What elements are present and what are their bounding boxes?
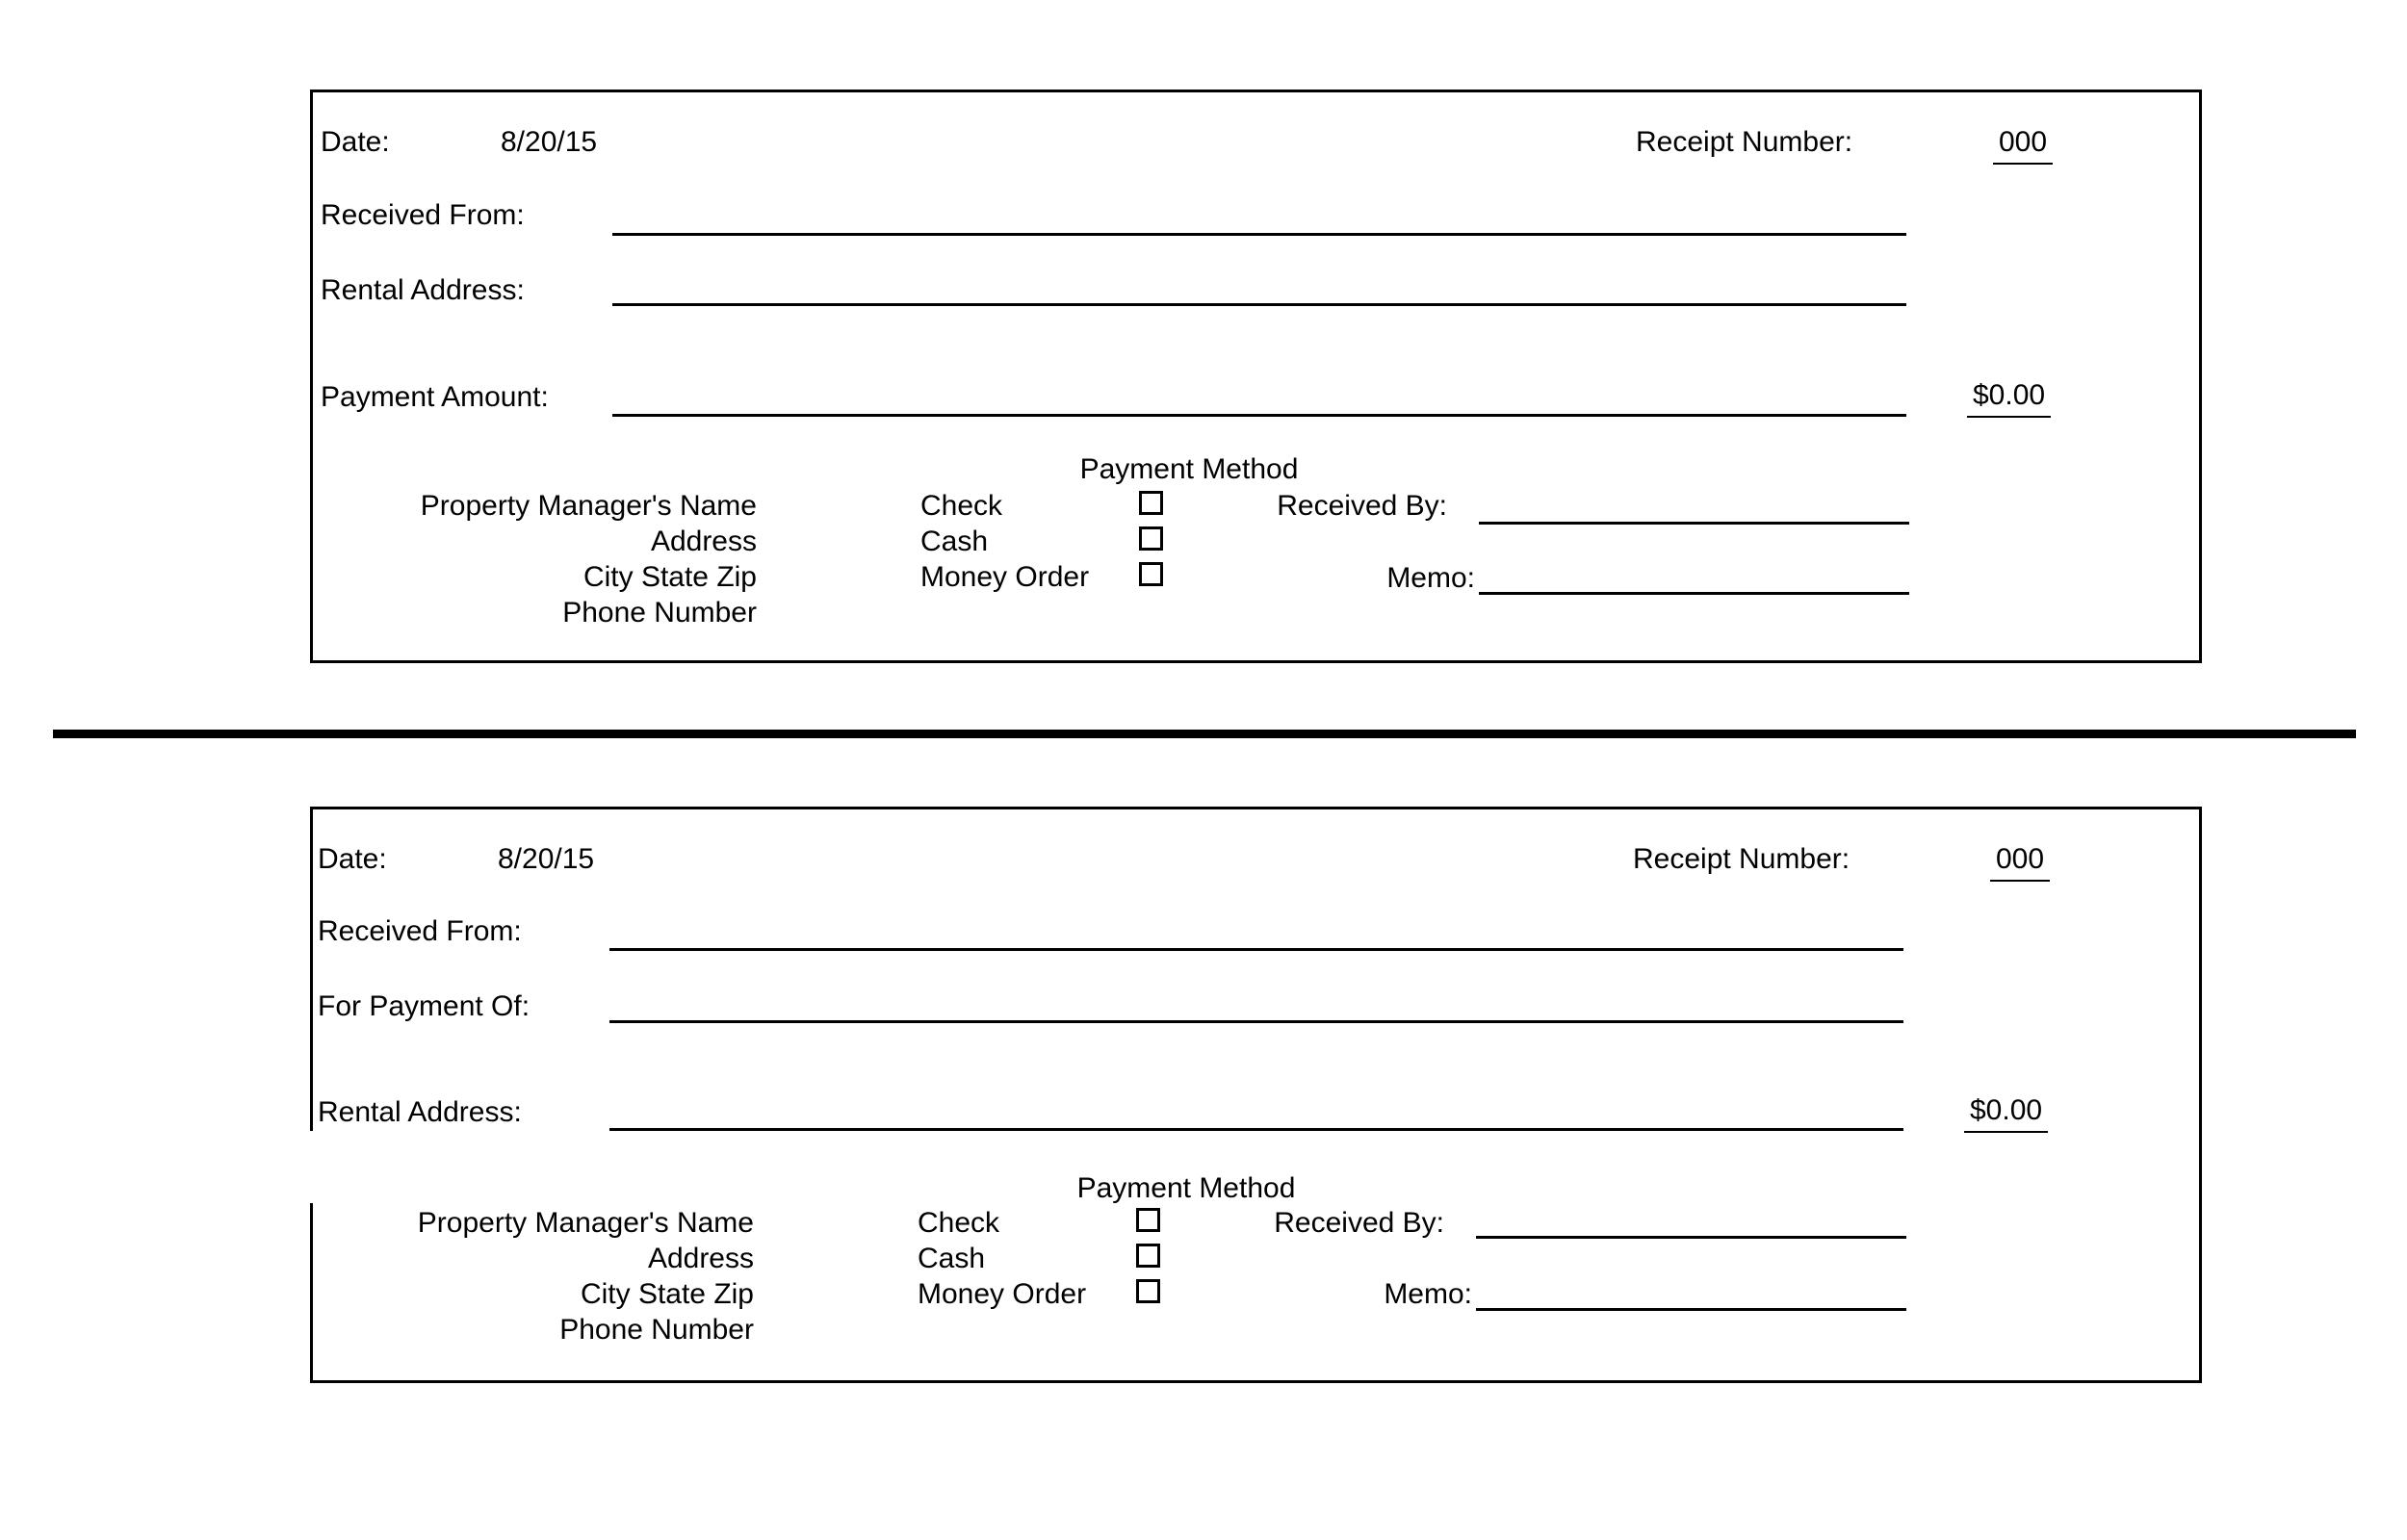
received-from-label: Received From: [321, 199, 525, 231]
receipt-number-label: Receipt Number: [1636, 126, 1853, 158]
cash-checkbox[interactable] [1136, 1244, 1160, 1268]
received-by-label: Received By: [1274, 1207, 1444, 1239]
money-order-checkbox[interactable] [1139, 562, 1163, 586]
receipt-number-label: Receipt Number: [1633, 843, 1851, 875]
memo-field[interactable] [1476, 1308, 1906, 1311]
method-cash-label: Cash [918, 1243, 986, 1274]
manager-phone-line: Phone Number [562, 597, 757, 629]
received-by-label: Received By: [1277, 490, 1447, 522]
method-money-order-label: Money Order [920, 561, 1090, 593]
manager-address-line: Address [650, 526, 757, 557]
memo-field[interactable] [1479, 592, 1909, 595]
date-label: Date: [321, 126, 390, 158]
payment-amount-field[interactable] [612, 414, 1906, 417]
receipt-top [310, 90, 2202, 663]
rental-address-label: Rental Address: [318, 1096, 522, 1128]
for-payment-of-label: For Payment Of: [318, 990, 531, 1022]
received-from-label: Received From: [318, 915, 522, 947]
memo-label: Memo: [1384, 1278, 1472, 1310]
received-from-field[interactable] [612, 233, 1906, 236]
method-check-label: Check [918, 1207, 1000, 1239]
receipt-bottom-content [310, 807, 2202, 1383]
check-checkbox[interactable] [1136, 1208, 1160, 1232]
payment-method-title: Payment Method [1079, 453, 1299, 485]
method-cash-label: Cash [920, 526, 989, 557]
money-order-checkbox[interactable] [1136, 1279, 1160, 1303]
check-checkbox[interactable] [1139, 491, 1163, 515]
cut-divider-line [53, 730, 2356, 738]
payment-amount-value: $0.00 [1964, 1093, 2048, 1133]
receipt-number-value: 000 [1990, 842, 2050, 882]
payment-method-title: Payment Method [1076, 1172, 1296, 1204]
manager-name-line: Property Manager's Name [420, 490, 757, 522]
rental-address-field[interactable] [609, 1128, 1903, 1131]
date-label: Date: [318, 843, 387, 875]
manager-name-line: Property Manager's Name [417, 1207, 754, 1239]
manager-citystatezip-line: City State Zip [580, 1278, 754, 1310]
memo-label: Memo: [1386, 562, 1475, 594]
date-value: 8/20/15 [498, 843, 595, 875]
manager-citystatezip-line: City State Zip [582, 561, 757, 593]
received-from-field[interactable] [609, 948, 1903, 951]
cash-checkbox[interactable] [1139, 526, 1163, 551]
manager-address-line: Address [647, 1243, 754, 1274]
rental-address-field[interactable] [612, 303, 1906, 306]
method-money-order-label: Money Order [918, 1278, 1087, 1310]
for-payment-of-field[interactable] [609, 1020, 1903, 1023]
receipt-number-value: 000 [1993, 125, 2053, 165]
date-value: 8/20/15 [501, 126, 598, 158]
received-by-field[interactable] [1479, 522, 1909, 525]
payment-amount-label: Payment Amount: [321, 381, 549, 413]
manager-phone-line: Phone Number [559, 1314, 754, 1346]
rental-address-label: Rental Address: [321, 274, 525, 306]
received-by-field[interactable] [1476, 1236, 1906, 1239]
payment-amount-value: $0.00 [1967, 378, 2051, 418]
method-check-label: Check [920, 490, 1003, 522]
